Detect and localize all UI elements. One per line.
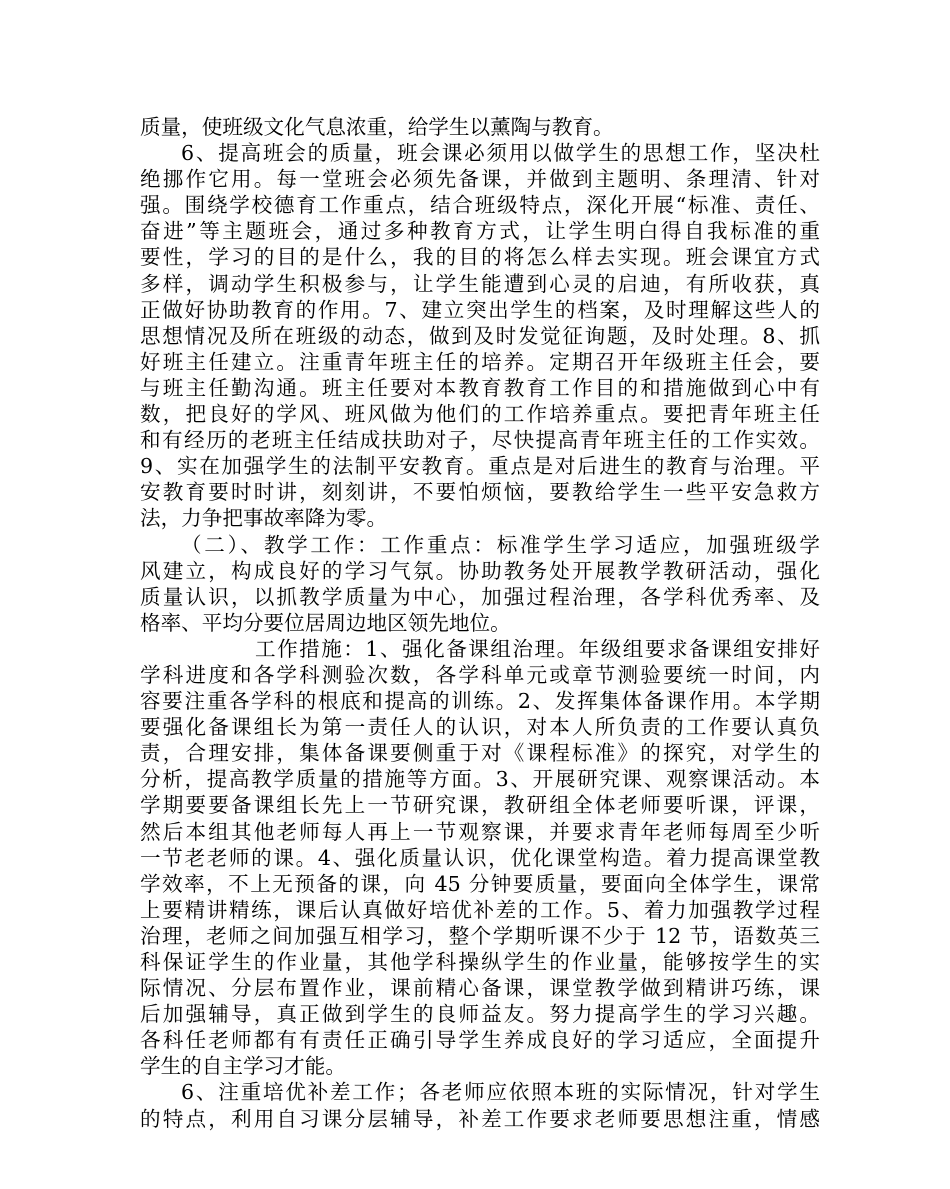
text-line: 学效率，不上无预备的课，向 45 分钟要质量，要面向全体学生，课常 — [140, 871, 820, 896]
text-line: 与班主任勤沟通。班主任要对本教育教育工作目的和措施做到心中有 — [140, 375, 820, 400]
text-line: 工作措施：1、强化备课组治理。年级组要求备课组安排好 — [255, 636, 820, 661]
text-line: 好班主任建立。注重青年班主任的培养。定期召开年级班主任会，要 — [140, 349, 820, 374]
text-line: 治理，老师之间加强互相学习，整个学期听课不少于 12 节，语数英三 — [140, 923, 820, 948]
text-line: 多样，调动学生积极参与，让学生能遭到心灵的启迪，有所收获，真 — [140, 271, 820, 296]
text-line: 要强化备课组长为第一责任人的认识，对本人所负责的工作要认真负 — [140, 715, 820, 740]
document-body — [140, 114, 820, 1132]
text-line: 强。围绕学校德育工作重点，结合班级特点，深化开展“标准、责任、 — [140, 193, 820, 218]
text-line: 际情况、分层布置作业，课前精心备课，课堂教学做到精讲巧练，课 — [140, 976, 820, 1001]
text-line: 格率、平均分要位居周边地区领先地位。 — [140, 610, 511, 635]
text-line: 上要精讲精练，课后认真做好培优补差的工作。5、着力加强教学过程 — [140, 897, 820, 922]
text-line: 分析，提高教学质量的措施等方面。3、开展研究课、观察课活动。本 — [140, 767, 820, 792]
text-line: 责，合理安排，集体备课要侧重于对《课程标准》的探究，对学生的 — [140, 741, 820, 766]
text-line: 学生的自主学习才能。 — [140, 1054, 346, 1079]
text-line: 要性，学习的目的是什么，我的目的将怎么样去实现。班会课宜方式 — [140, 245, 820, 270]
text-line: 后加强辅导，真正做到学生的良师益友。努力提高学生的学习兴趣。 — [140, 1002, 820, 1027]
text-line: 法，力争把事故率降为零。 — [140, 506, 388, 531]
text-line: 学期要要备课组长先上一节研究课，教研组全体老师要听课，评课， — [140, 793, 820, 818]
text-line: 和有经历的老班主任结成扶助对子，尽快提高青年班主任的工作实效。 — [140, 428, 820, 453]
text-line: 容要注重各学科的根底和提高的训练。2、发挥集体备课作用。本学期 — [140, 689, 820, 714]
text-line: 绝挪作它用。每一堂班会必须先备课，并做到主题明、条理清、针对 — [140, 167, 820, 192]
text-line: （二）、教学工作：工作重点：标准学生学习适应，加强班级学 — [181, 532, 820, 557]
text-line: 的特点，利用自习课分层辅导，补差工作要求老师要思想注重，情感 — [140, 1106, 820, 1131]
text-line: 6、注重培优补差工作；各老师应依照本班的实际情况，针对学生 — [181, 1080, 820, 1105]
text-line: 正做好协助教育的作用。7、建立突出学生的档案，及时理解这些人的 — [140, 297, 820, 322]
text-line: 思想情况及所在班级的动态，做到及时发觉征询题，及时处理。8、抓 — [140, 323, 820, 348]
text-line: 安教育要时时讲，刻刻讲，不要怕烦恼，要教给学生一些平安急救方 — [140, 480, 820, 505]
text-line: 一节老老师的课。4、强化质量认识，优化课堂构造。着力提高课堂教 — [140, 845, 820, 870]
text-line: 6、提高班会的质量，班会课必须用以做学生的思想工作，坚决杜 — [181, 141, 820, 166]
text-line: 数，把良好的学风、班风做为他们的工作培养重点。要把青年班主任 — [140, 402, 820, 427]
text-line: 质量认识，以抓教学质量为中心，加强过程治理，各学科优秀率、及 — [140, 584, 820, 609]
text-line: 风建立，构成良好的学习气氛。协助教务处开展教学教研活动，强化 — [140, 558, 820, 583]
text-line: 质量，使班级文化气息浓重，给学生以薰陶与教育。 — [140, 115, 614, 139]
text-line: 然后本组其他老师每人再上一节观察课，并要求青年老师每周至少听 — [140, 819, 820, 844]
text-line: 9、实在加强学生的法制平安教育。重点是对后进生的教育与治理。平 — [140, 454, 820, 479]
text-line: 奋进”等主题班会，通过多种教育方式，让学生明白得自我标准的重 — [140, 219, 820, 244]
text-line: 科保证学生的作业量，其他学科操纵学生的作业量，能够按学生的实 — [140, 950, 820, 974]
text-line: 学科进度和各学科测验次数，各学科单元或章节测验要统一时间，内 — [140, 662, 820, 687]
text-line: 各科任老师都有有责任正确引导学生养成良好的学习适应，全面提升 — [140, 1028, 820, 1053]
